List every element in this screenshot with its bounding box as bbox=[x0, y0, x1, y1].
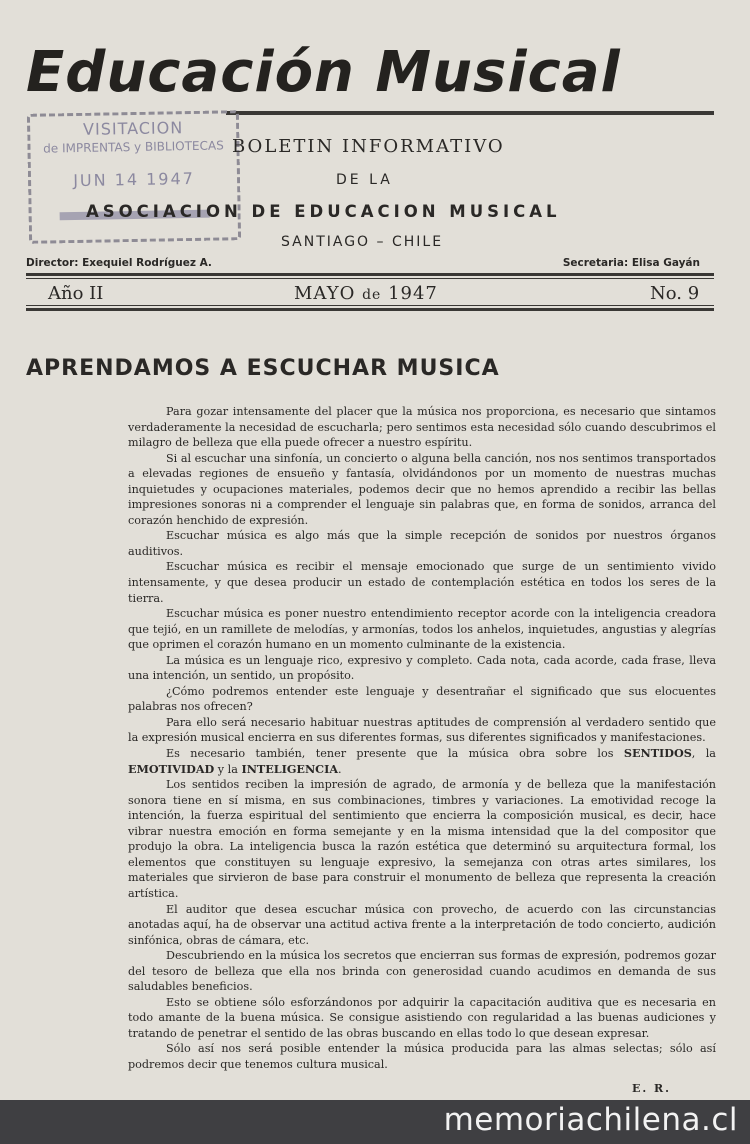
article-paragraph: Si al escuchar una sinfonía, un concierto o alguna bella canción, nos nos sentimos transportados a elevadas regiones de ensueño y fantasía, olvidándonos por un momento de nuestras muchas inquietudes y ocupaciones materiales, podemos decir que no hemos aprendido a recibir las bellas impresiones sonoras ni a comprender el lenguaje sin palabras que, en forma de sonidos, arranca del corazón henchido de expresión. bbox=[128, 451, 716, 527]
article-paragraph: Escuchar música es algo más que la simple recepción de sonidos por nuestros órganos auditivos. bbox=[128, 529, 716, 558]
masthead-title: Educación Musical bbox=[26, 40, 621, 105]
article-paragraph: La música es un lenguaje rico, expresivo y completo. Cada nota, cada acorde, cada frase, lleva una intención, un sentido, un propósito. bbox=[128, 653, 716, 683]
article-paragraph: Esto se obtiene sólo esforzándonos por adquirir la capacitación auditiva que es necesaria en todo amante de la buena música. Se consigue asistiendo con regularidad a las buenas audiciones y tratando de penetrar el sentido de las obras buscando en ellas todo lo que desean expresar. bbox=[128, 995, 716, 1040]
article-paragraph: Escuchar música es recibir el mensaje emocionado que surge de un sentimiento vivido intensamente, y que desea producir un estado de contemplación estética en todos los seres de la tierra. bbox=[128, 560, 716, 605]
article-paragraph: ¿Cómo podremos entender este lenguaje y desentrañar el significado que sus elocuentes palabras nos ofrecen? bbox=[128, 684, 716, 714]
article-paragraph bbox=[128, 746, 716, 777]
volume-year: Año II bbox=[48, 283, 104, 304]
p9-inteligencia: INTELIGENCIA bbox=[241, 761, 339, 776]
article-paragraph: Escuchar música es poner nuestro entendimiento receptor acorde con la inteligencia creadora que tejió, en un ramillete de melodías, y armonías, todos los anhelos, inquietudes, angustias y alegrías que oprimen el corazón humano en un momento culminante de la existencia. bbox=[128, 607, 716, 652]
article-paragraph: Para ello será necesario habituar nuestras aptitudes de comprensión al verdadero sentido que la expresión musical encierra en sus diferentes formas, sus diferentes significados y manifestaciones. bbox=[128, 715, 716, 745]
article-paragraph: El auditor que desea escuchar música con provecho, de acuerdo con las circunstancias anotadas aquí, ha de observar una actitud activa frente a la interpretación de todo concierto, audición sinfónica, obras de cámara, etc. bbox=[128, 902, 716, 947]
de-la-text: DE LA bbox=[336, 172, 393, 188]
issue-date bbox=[294, 283, 438, 304]
header-rule-top bbox=[26, 273, 714, 276]
library-stamp bbox=[27, 110, 241, 244]
article-title: APRENDAMOS A ESCUCHAR MUSICA bbox=[26, 356, 500, 381]
issue-de: de bbox=[362, 287, 382, 303]
footer-bar bbox=[0, 1100, 750, 1144]
header-rule-bottom-thick bbox=[26, 308, 714, 311]
stamp-line1: VISITACION bbox=[82, 118, 184, 139]
issue-number: No. 9 bbox=[650, 283, 700, 304]
p9-emotividad: EMOTIVIDAD bbox=[128, 761, 215, 776]
issue-year: 1947 bbox=[388, 283, 438, 304]
article-paragraph: Para gozar intensamente del placer que la música nos proporciona, es necesario que sintamos verdaderamente la necesidad de escucharla; pero sentimos esta necesidad sólo cuando descubrimos el milagro de belleza que ella puede ofrecer a nuestro espíritu. bbox=[128, 405, 716, 450]
secretary-credit: Secretaria: Elisa Gayán bbox=[562, 257, 700, 269]
watermark-link[interactable]: memoriachilena.cl bbox=[443, 1102, 738, 1138]
article-paragraph: Descubriendo en la música los secretos que encierran sus formas de expresión, podremos gozar del tesoro de belleza que ella nos brinda con generosidad cuando acudimos en demanda de sus saludables beneficios. bbox=[128, 949, 716, 994]
header-rule-bottom bbox=[26, 305, 714, 306]
boletin-heading: BOLETIN INFORMATIVO bbox=[232, 136, 505, 157]
stamp-line2: de IMPRENTAS y BIBLIOTECAS bbox=[43, 138, 224, 156]
issue-month: MAYO bbox=[294, 283, 356, 304]
header-rule-top-thin bbox=[26, 278, 714, 279]
p9-text: , la bbox=[691, 747, 716, 761]
p9-text: y la bbox=[214, 762, 242, 776]
article-paragraph: Los sentidos reciben la impresión de agrado, de armonía y de belleza que la manifestación sonora tiene en sí misma, en sus combinaciones, timbres y variaciones. La emotividad recoge la intención, la fuerza espiritual del sentimiento que encierra la composición musical, es decir, hace vibrar nuestra emoción en forma semejante y en la misma intensidad que la del compositor que produjo la obra. La inteligencia busca la razón estética que determinó su arquitectura formal, los elementos que constituyen su lenguaje expresivo, la semejanza con otras artes similares, los materiales que sirvieron de base para construir el monumento de belleza que representa la creación artística. bbox=[128, 778, 716, 900]
p9-sentidos: SENTIDOS bbox=[623, 746, 692, 761]
stamp-date: JUN 14 1947 bbox=[73, 168, 196, 191]
city-text: SANTIAGO – CHILE bbox=[281, 234, 444, 250]
association-name: ASOCIACION DE EDUCACION MUSICAL bbox=[86, 202, 561, 221]
masthead-rule bbox=[226, 111, 714, 115]
director-credit: Director: Exequiel Rodríguez A. bbox=[26, 257, 212, 269]
article-body bbox=[128, 404, 716, 1073]
article-paragraph: Sólo así nos será posible entender la música producida para las almas selectas; sólo así podremos decir que tenemos cultura musical. bbox=[128, 1042, 716, 1071]
p9-text: . bbox=[338, 762, 342, 776]
article-signature: E. R. bbox=[632, 1082, 672, 1095]
p9-text: Es necesario también, tener presente que la música obra sobre los bbox=[166, 747, 624, 761]
